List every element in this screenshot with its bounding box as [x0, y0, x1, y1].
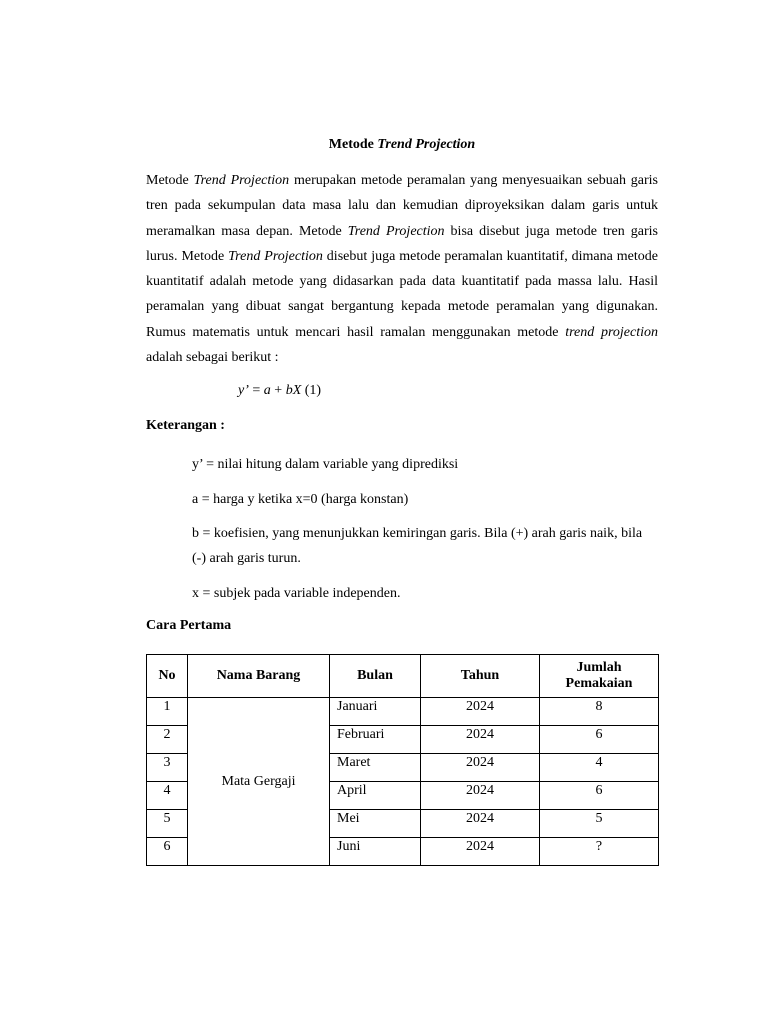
formula-lhs: y’ [238, 383, 249, 398]
formula-number: (1) [301, 383, 322, 398]
cell-tahun: 2024 [421, 726, 540, 754]
data-table [146, 654, 659, 866]
cell-bulan: April [330, 782, 421, 810]
cell-bulan: Juni [330, 838, 421, 866]
para-text-4: disebut juga metode peramalan kuantitatif, dimana metode kuantitatif adalah metode yang didasarkan pada data kuantitatif pada massa lalu. Hasil peramalan yang dibuat sangat bergantung kepada metode peramalan yang digunakan. Rumus matematis untuk mencari hasil ramalan menggunakan metode [146, 248, 658, 340]
para-term-3: Trend Projection [228, 248, 323, 264]
formula [238, 383, 321, 399]
cell-bulan: Januari [330, 698, 421, 726]
keterangan-heading: Keterangan : [146, 418, 225, 433]
intro-paragraph [146, 168, 658, 370]
header-jumlah-pemakaian: Jumlah Pemakaian [540, 655, 659, 698]
para-text-5: adalah sebagai berikut : [146, 350, 279, 366]
formula-bx: bX [285, 383, 302, 398]
formula-a: a [263, 383, 271, 398]
cell-jumlah: ? [540, 838, 659, 866]
cell-jumlah: 6 [540, 782, 659, 810]
cell-jumlah: 4 [540, 754, 659, 782]
para-term-1: Trend Projection [193, 173, 290, 188]
para-term-2: Trend Projection [347, 223, 445, 239]
cell-tahun: 2024 [421, 698, 540, 726]
header-bulan: Bulan [330, 655, 421, 698]
para-text-1: Metode [146, 173, 194, 188]
cell-no: 2 [147, 726, 188, 754]
cell-jumlah: 5 [540, 810, 659, 838]
cell-nama-barang: Mata Gergaji [188, 698, 330, 866]
formula-eq: = [248, 383, 264, 398]
table-row [147, 698, 659, 726]
cell-no: 6 [147, 838, 188, 866]
title-prefix: Metode [328, 137, 378, 152]
cell-no: 4 [147, 782, 188, 810]
para-text-3: bisa disebut juga metode tren garis lurus. Metode [146, 223, 658, 264]
cell-bulan: Mei [330, 810, 421, 838]
para-text-2: merupakan metode peramalan yang menyesuaikan sebuah garis tren pada sekumpulan data masa lalu dan kemudian diproyeksikan dalam garis untuk meramalkan masa depan. Metode [146, 173, 659, 239]
cell-bulan: Maret [330, 754, 421, 782]
page-title [0, 137, 768, 153]
definition-y: y’ = nilai hitung dalam variable yang diprediksi [192, 457, 459, 472]
title-italic: Trend Projection [377, 137, 476, 152]
header-tahun: Tahun [421, 655, 540, 698]
cell-tahun: 2024 [421, 754, 540, 782]
definition-x: x = subjek pada variable independen. [192, 586, 401, 601]
cell-tahun: 2024 [421, 838, 540, 866]
definition-a: a = harga y ketika x=0 (harga konstan) [192, 492, 409, 507]
cell-tahun: 2024 [421, 810, 540, 838]
header-nama-barang: Nama Barang [188, 655, 330, 698]
formula-plus: + [270, 383, 286, 398]
definition-b: b = koefisien, yang menunjukkan kemiringan garis. Bila (+) arah garis naik, bila (-) arah garis turun. [192, 526, 643, 567]
cell-jumlah: 6 [540, 726, 659, 754]
header-no: No [147, 655, 188, 698]
cell-no: 1 [147, 698, 188, 726]
table-header-row [147, 655, 659, 698]
cell-tahun: 2024 [421, 782, 540, 810]
cell-bulan: Februari [330, 726, 421, 754]
cell-jumlah: 8 [540, 698, 659, 726]
section-heading-cara-pertama: Cara Pertama [146, 618, 232, 633]
cell-no: 3 [147, 754, 188, 782]
para-term-4: trend projection [565, 324, 658, 340]
cell-no: 5 [147, 810, 188, 838]
